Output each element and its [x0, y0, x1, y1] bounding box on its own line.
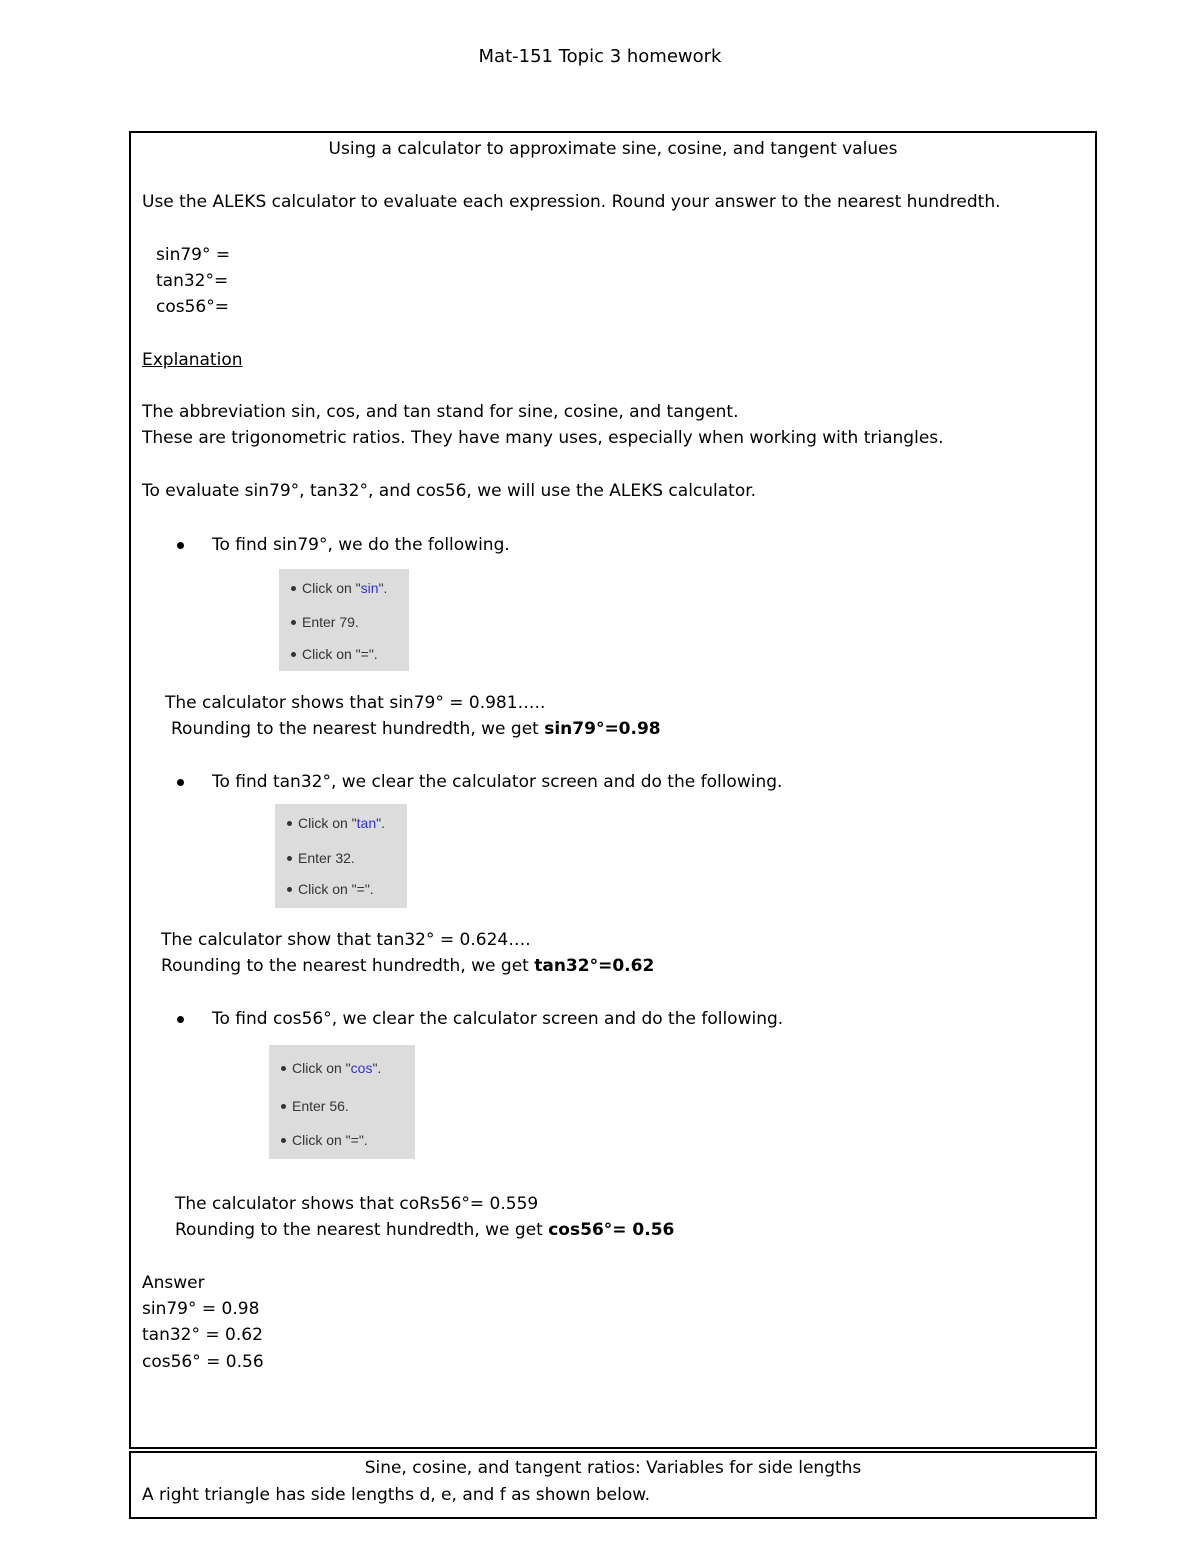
tan-step-3: Click on "=".	[275, 880, 374, 898]
expression-tan: tan32°=	[156, 271, 229, 291]
answer-heading: Answer	[142, 1273, 205, 1293]
sin-step-3: Click on "=".	[279, 645, 378, 663]
dot-icon	[281, 1138, 286, 1143]
dot-icon	[291, 652, 296, 657]
section2-title: Sine, cosine, and tangent ratios: Variables for side lengths	[364, 1458, 862, 1478]
problem-box-1	[129, 131, 1097, 1449]
sin-steps-image	[279, 569, 409, 671]
tan-bullet-text: To find tan32°, we clear the calculator screen and do the following.	[212, 772, 783, 792]
tan-step-1: Click on "tan".	[275, 814, 385, 832]
answer-cos: cos56° = 0.56	[142, 1352, 264, 1372]
instruction-text: Use the ALEKS calculator to evaluate each expression. Round your answer to the nearest hundredth.	[142, 192, 1001, 212]
bullet-icon	[177, 542, 184, 549]
problem-box-2	[129, 1451, 1097, 1519]
cos-steps-image	[269, 1045, 415, 1159]
explanation-line-1: The abbreviation sin, cos, and tan stand for sine, cosine, and tangent.	[142, 402, 739, 422]
sin-step-1: Click on "sin".	[279, 579, 387, 597]
cos-result: The calculator shows that coRs56°= 0.559	[175, 1194, 539, 1214]
tan-rounding: Rounding to the nearest hundredth, we get tan32°=0.62	[161, 956, 655, 976]
expression-sin: sin79° =	[156, 245, 231, 265]
dot-icon	[287, 856, 292, 861]
dot-icon	[281, 1104, 286, 1109]
page-header: Mat-151 Topic 3 homework	[478, 46, 722, 67]
evaluate-text: To evaluate sin79°, tan32°, and cos56, we will use the ALEKS calculator.	[142, 481, 757, 501]
answer-sin: sin79° = 0.98	[142, 1299, 260, 1319]
sin-bullet-text: To find sin79°, we do the following.	[212, 535, 510, 555]
cos-step-3: Click on "=".	[269, 1131, 368, 1149]
tan-steps-image	[275, 804, 407, 908]
sin-step-2: Enter 79.	[279, 613, 359, 631]
section2-text: A right triangle has side lengths d, e, and f as shown below.	[142, 1485, 651, 1505]
sin-rounding: Rounding to the nearest hundredth, we get sin79°=0.98	[171, 719, 661, 739]
dot-icon	[291, 586, 296, 591]
cos-bullet-text: To find cos56°, we clear the calculator screen and do the following.	[212, 1009, 784, 1029]
sin-result: The calculator shows that sin79° = 0.981…..	[165, 693, 546, 713]
dot-icon	[281, 1066, 286, 1071]
bullet-icon	[177, 779, 184, 786]
cos-rounding: Rounding to the nearest hundredth, we get cos56°= 0.56	[175, 1220, 675, 1240]
explanation-heading: Explanation	[142, 350, 243, 370]
tan-result: The calculator show that tan32° = 0.624….	[161, 930, 531, 950]
dot-icon	[287, 821, 292, 826]
dot-icon	[291, 620, 296, 625]
answer-tan: tan32° = 0.62	[142, 1325, 263, 1345]
dot-icon	[287, 887, 292, 892]
section-title: Using a calculator to approximate sine, cosine, and tangent values	[328, 139, 898, 159]
cos-step-2: Enter 56.	[269, 1097, 349, 1115]
tan-step-2: Enter 32.	[275, 849, 355, 867]
expression-cos: cos56°=	[156, 297, 229, 317]
explanation-line-2: These are trigonometric ratios. They have many uses, especially when working with triangles.	[142, 428, 944, 448]
bullet-icon	[177, 1016, 184, 1023]
cos-step-1: Click on "cos".	[269, 1059, 381, 1077]
